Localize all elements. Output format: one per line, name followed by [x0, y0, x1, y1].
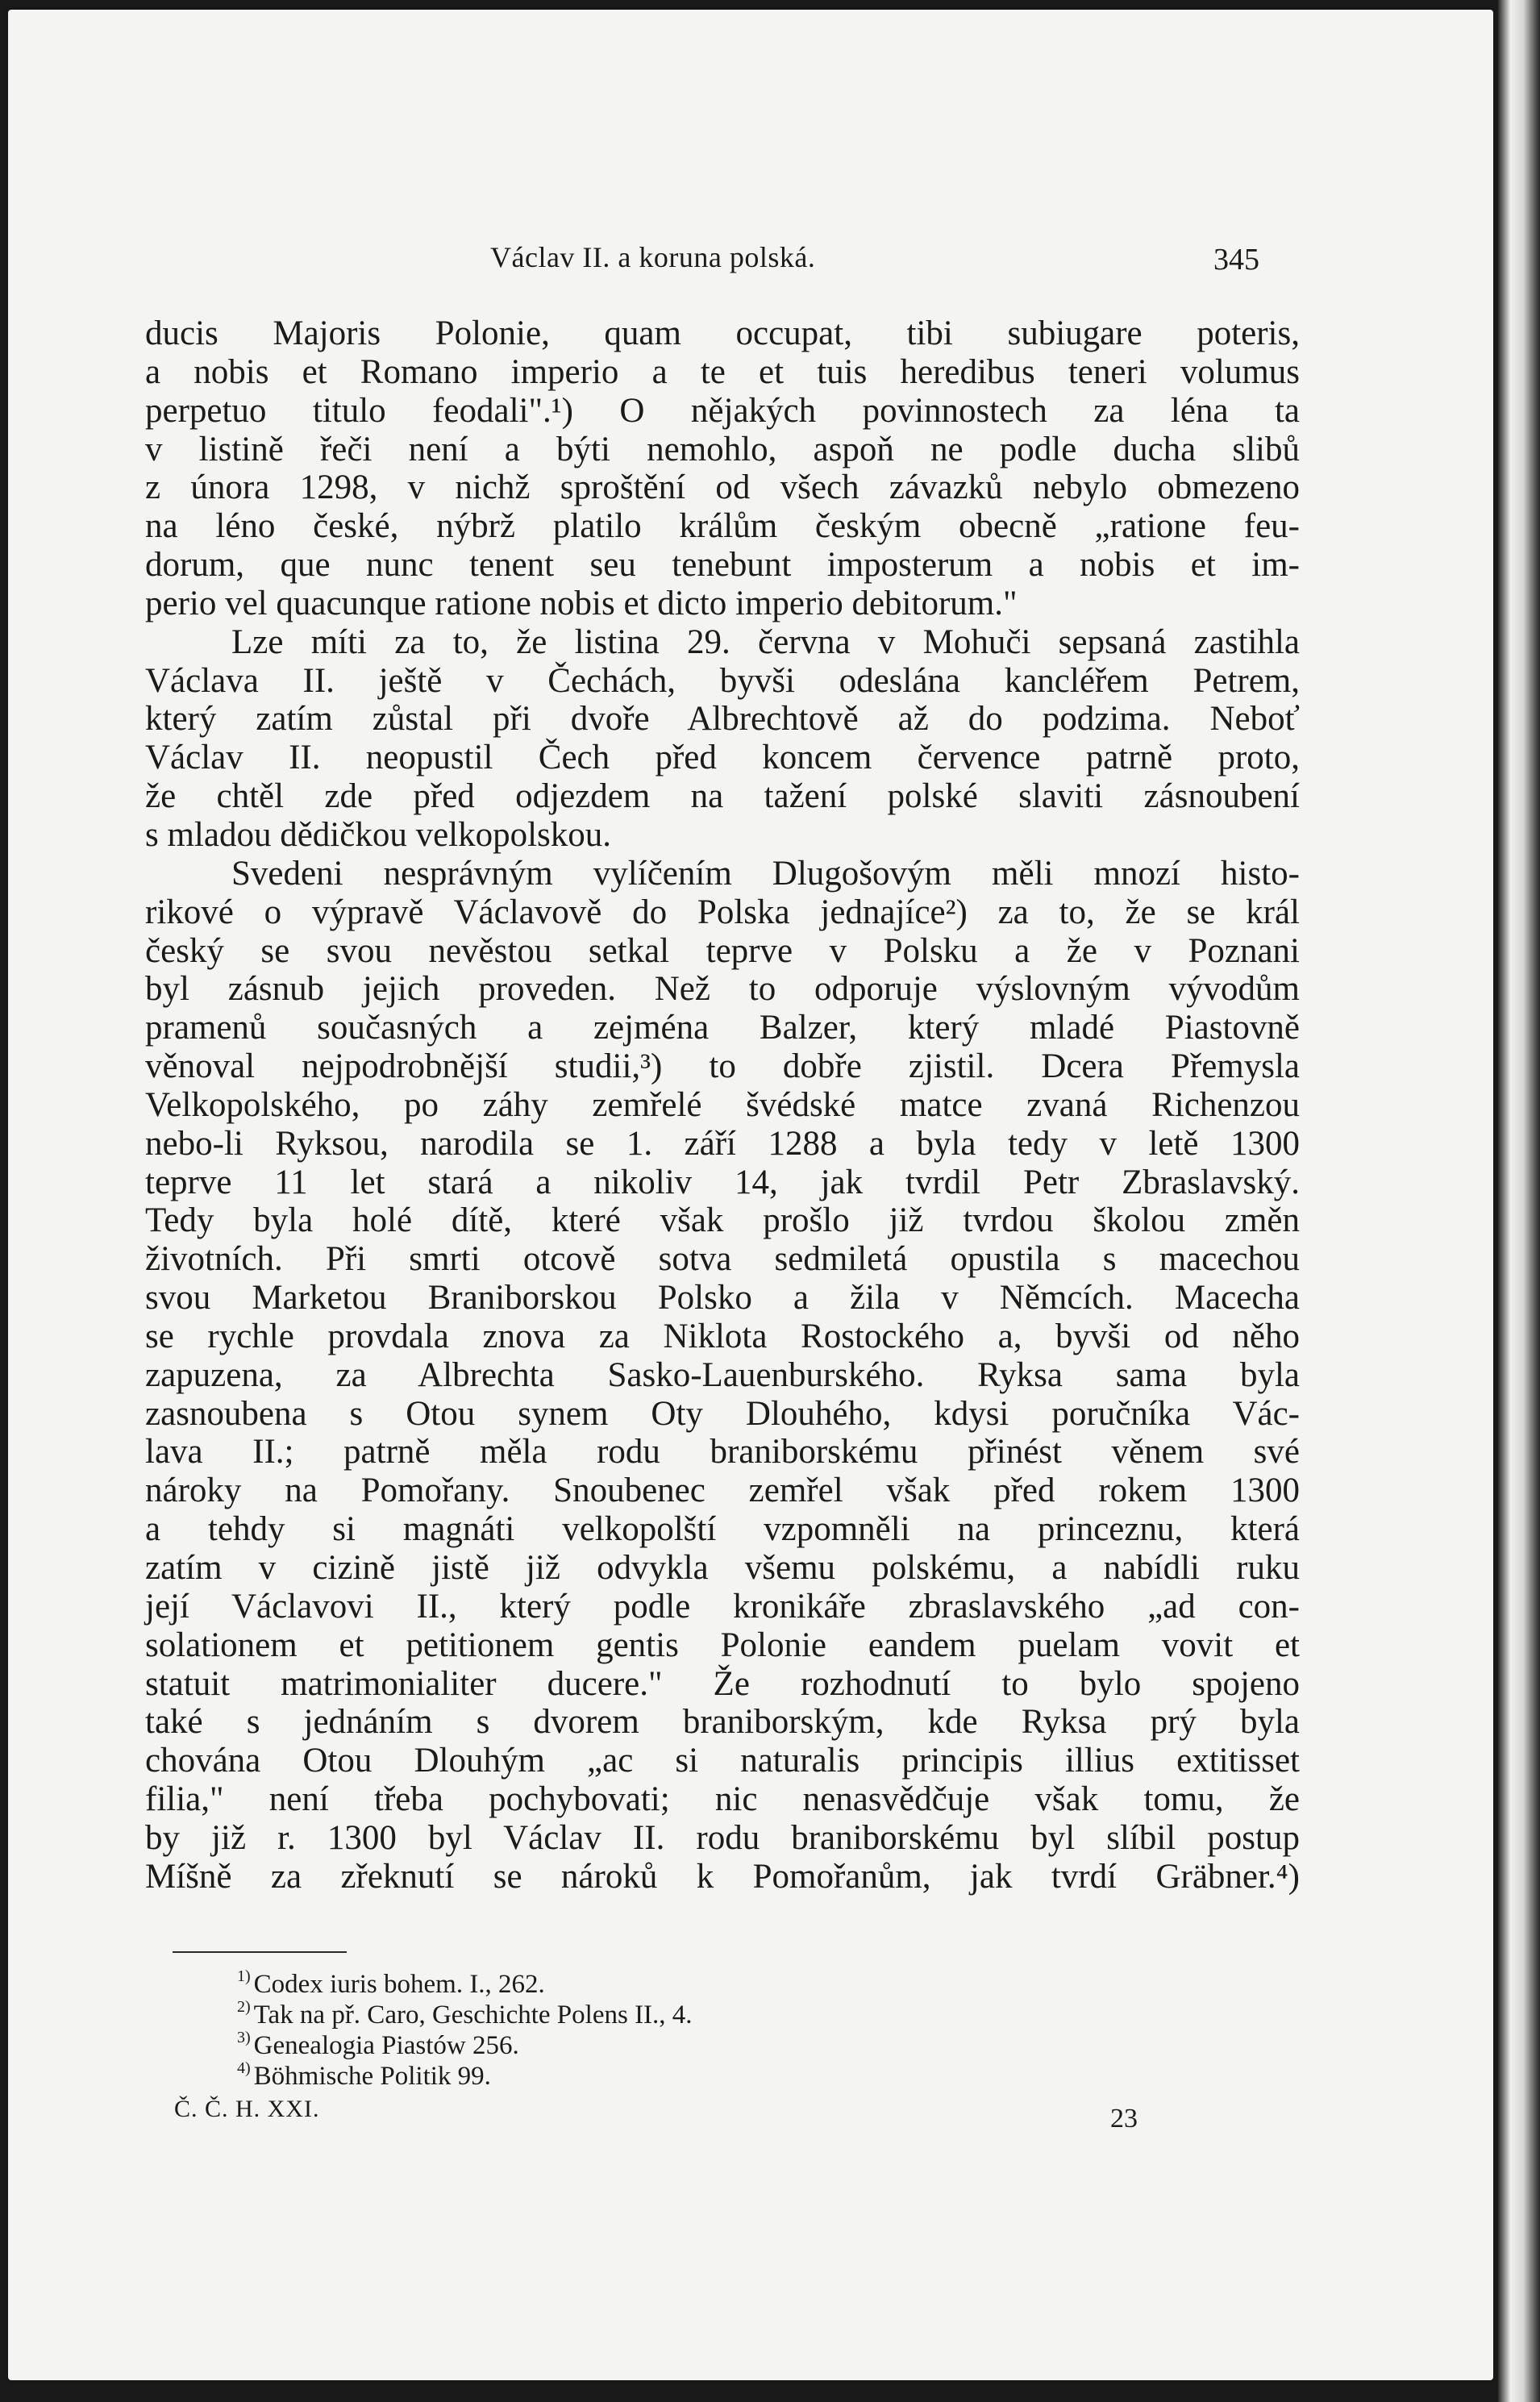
footnote: [237, 1993, 693, 2029]
text-line: svou Marketou Braniborskou Polsko a žila v Němcích. Macecha: [145, 1279, 1300, 1318]
text-line: perio vel quacunque ratione nobis et dicto imperio debitorum.": [145, 584, 1018, 622]
journal-signature: Č. Č. H. XXI.: [174, 2096, 320, 2122]
text-line: teprve 11 let stará a nikoliv 14, jak tvrdil Petr Zbraslavský.: [145, 1163, 1300, 1201]
footnote-rule: [173, 1951, 347, 1953]
text-line: nároky na Pomořany. Snoubenec zemřel však před rokem 1300: [145, 1472, 1300, 1510]
text-line: zapuzena, za Albrechta Sasko-Lauenburského. Ryksa sama byla: [145, 1355, 1300, 1394]
page-edge: [1498, 0, 1540, 2402]
footnote-text: Tak na př. Caro, Geschichte Polens II., 4.: [253, 2000, 693, 2029]
text-line: také s jednáním s dvorem braniborským, kde Ryksa prý byla: [145, 1703, 1300, 1742]
text-line: pramenů současných a zejména Balzer, který mladé Piastovně: [145, 1009, 1300, 1047]
text-line: filia," není třeba pochybovati; nic nenasvědčuje však tomu, že: [145, 1780, 1300, 1819]
text-line: nebo-li Ryksou, narodila se 1. září 1288 a byla tedy v letě 1300: [145, 1124, 1300, 1163]
text-line: zasnoubena s Otou synem Oty Dlouhého, kdysi poručníka Vác-: [145, 1394, 1300, 1433]
text-line: rikové o výpravě Václavově do Polska jednajíce²) za to, že se král: [145, 893, 1300, 931]
text-line: perpetuo titulo feodali".¹) O nějakých povinnostech za léna ta: [145, 391, 1300, 430]
text-line: byl zásnub jejich proveden. Než to odporuje výslovným vývodům: [145, 970, 1300, 1009]
text-line: český se svou nevěstou setkal teprve v Polsku a že v Poznani: [145, 931, 1300, 970]
text-line: Tedy byla holé dítě, které však prošlo již tvrdou školou změn: [145, 1201, 1300, 1240]
footnote-mark: 2): [237, 1998, 251, 2016]
text-line: věnoval nejpodrobnější studii,³) to dobře zjistil. Dcera Přemysla: [145, 1047, 1300, 1086]
body-text: [145, 314, 1300, 1896]
text-line: a nobis et Romano imperio a te et tuis heredibus teneri volumus: [145, 352, 1300, 391]
text-line: že chtěl zde před odjezdem na tažení polské slaviti zásnoubení: [145, 777, 1300, 816]
text-line: lava II.; patrně měla rodu braniborskému přinést věnem své: [145, 1433, 1300, 1472]
text-line: její Václavovi II., který podle kronikáře zbraslavského „ad con-: [145, 1587, 1300, 1626]
footnotes: [237, 1963, 693, 2091]
footnote-mark: 3): [237, 2029, 251, 2046]
page-number: 345: [1213, 243, 1259, 277]
text-line: životních. Při smrti otcově sotva sedmiletá opustila s macechou: [145, 1240, 1300, 1279]
footnote-text: Codex iuris bohem. I., 262.: [253, 1970, 545, 1999]
text-line: Míšně za zřeknutí se nároků k Pomořanům, jak tvrdí Gräbner.⁴): [145, 1857, 1300, 1896]
text-line: Lze míti za to, že listina 29. června v Mohuči sepsaná zastihla: [231, 622, 1300, 661]
book-page: [8, 10, 1493, 2380]
text-line: ducis Majoris Polonie, quam occupat, tibi subiugare poteris,: [145, 314, 1300, 352]
footnote: [237, 1963, 693, 1999]
text-line: Velkopolského, po záhy zemřelé švédské matce zvaná Richenzou: [145, 1085, 1300, 1124]
running-title: Václav II. a koruna polská.: [490, 241, 816, 273]
text-line: by již r. 1300 byl Václav II. rodu braniborskému byl slíbil postup: [145, 1818, 1300, 1857]
footnote: [237, 2054, 693, 2091]
signature-number: 23: [1110, 2104, 1138, 2133]
text-line: Svedeni nesprávným vylíčením Dlugošovým měli mnozí histo-: [231, 854, 1300, 893]
text-line: Václav II. neopustil Čech před koncem července patrně proto,: [145, 739, 1300, 777]
footnote-text: Böhmische Politik 99.: [253, 2062, 491, 2091]
text-line: solationem et petitionem gentis Polonie eandem puelam vovit et: [145, 1626, 1300, 1664]
text-line: zatím v cizině jistě již odvykla všemu polskému, a nabídli ruku: [145, 1549, 1300, 1587]
text-line: chována Otou Dlouhým „ac si naturalis principis illius extitisset: [145, 1742, 1300, 1780]
text-line: dorum, que nunc tenent seu tenebunt imposterum a nobis et im-: [145, 546, 1300, 585]
footnote-text: Genealogia Piastów 256.: [253, 2031, 519, 2060]
footnote-mark: 1): [237, 1967, 251, 1985]
text-line: který zatím zůstal při dvoře Albrechtově až do podzima. Neboť: [145, 700, 1300, 739]
text-line: a tehdy si magnáti velkopolští vzpomněli na princeznu, která: [145, 1510, 1300, 1549]
text-line: z února 1298, v nichž sproštění od všech závazků nebylo obmezeno: [145, 468, 1300, 507]
text-line: statuit matrimonialiter ducere." Že rozhodnutí to bylo spojeno: [145, 1664, 1300, 1703]
text-line: s mladou dědičkou velkopolskou.: [145, 815, 612, 854]
footnote-mark: 4): [237, 2059, 251, 2077]
text-line: na léno české, nýbrž platilo králům českým obecně „ratione feu-: [145, 507, 1300, 546]
text-line: se rychle provdala znova za Niklota Rostockého a, byvši od něho: [145, 1317, 1300, 1355]
text-line: Václava II. ještě v Čechách, byvši odeslána kancléřem Petrem,: [145, 661, 1300, 700]
text-line: v listině řeči není a býti nemohlo, aspoň ne podle ducha slibů: [145, 430, 1300, 468]
page-header: [8, 240, 1493, 281]
